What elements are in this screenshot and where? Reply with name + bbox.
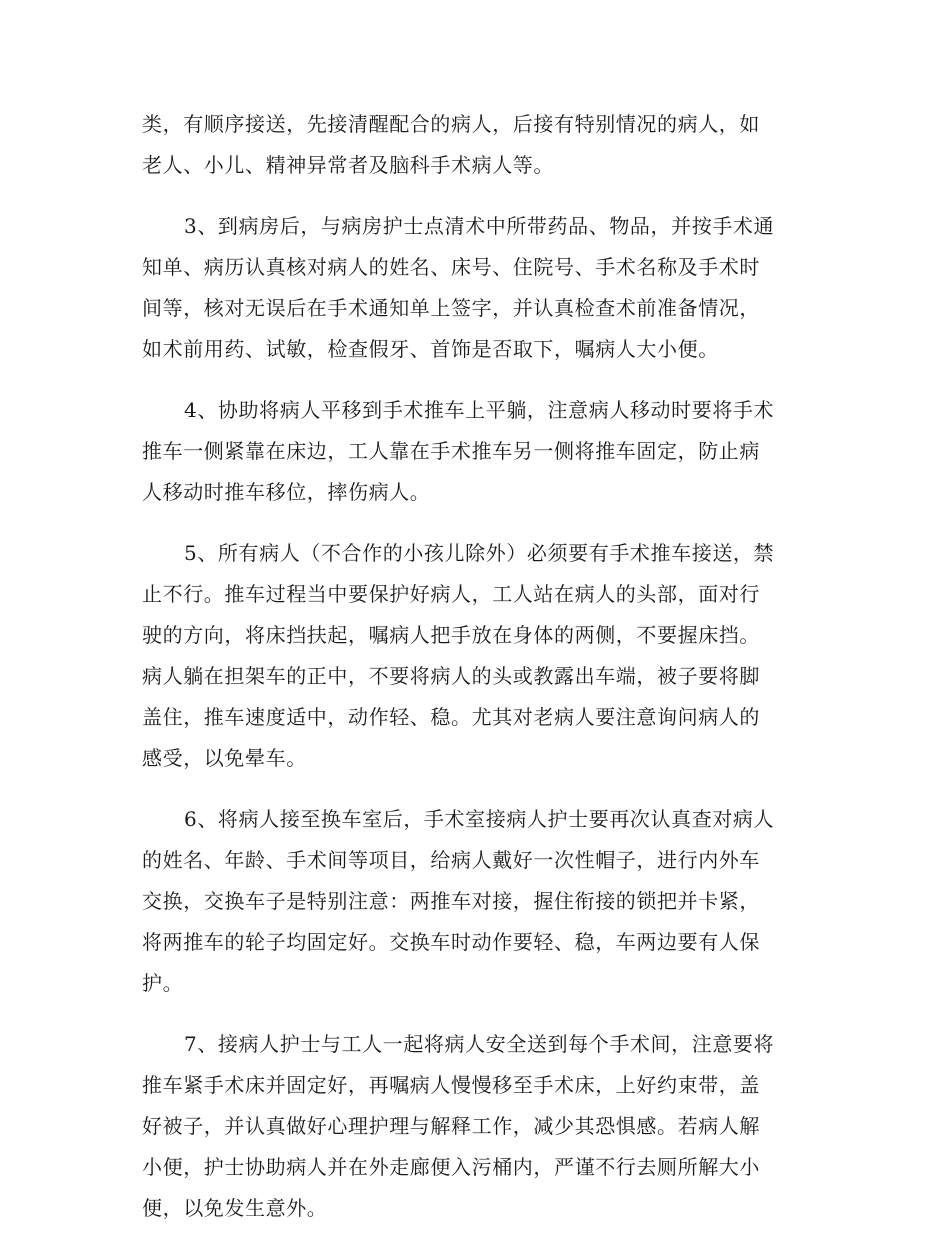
text-line: 5、所有病人（不合作的小孩儿除外）必须要有手术推车接送，禁 [184, 541, 775, 565]
text-line: 4、协助将病人平移到手术推车上平躺，注意病人移动时要将手术 [184, 398, 775, 422]
paragraph-item-6 [142, 799, 810, 1004]
text-line: 推车紧手术床并固定好，再嘱病人慢慢移至手术床，上好约束带，盖 [142, 1073, 760, 1097]
text-line: 盖住，推车速度适中，动作轻、稳。尤其对老病人要注意询问病人的 [142, 705, 760, 729]
text-line: 知单、病历认真核对病人的姓名、床号、住院号、手术名称及手术时 [142, 255, 760, 279]
text-line: 病人躺在担架车的正中，不要将病人的头或教露出车端，被子要将脚 [142, 664, 760, 688]
text-line: 交换，交换车子是特别注意：两推车对接，握住衔接的锁把并卡紧， [142, 889, 760, 913]
paragraph-item-4 [142, 390, 810, 513]
text-line: 的姓名、年龄、手术间等项目，给病人戴好一次性帽子，进行内外车 [142, 848, 760, 872]
text-line: 3、到病房后，与病房护士点清术中所带药品、物品，并按手术通 [184, 214, 775, 238]
text-line: 6、将病人接至换车室后，手术室接病人护士要再次认真查对病人 [184, 807, 775, 831]
text-line: 好被子，并认真做好心理护理与解释工作，减少其恐惧感。若病人解 [142, 1114, 760, 1138]
text-line: 感受，以免晕车。 [142, 746, 307, 770]
text-line: 将两推车的轮子均固定好。交换车时动作要轻、稳，车两边要有人保 [142, 930, 760, 954]
paragraph-item-7 [142, 1024, 810, 1229]
text-line: 7、接病人护士与工人一起将病人安全送到每个手术间，注意要将 [184, 1032, 775, 1056]
text-line: 护。 [142, 971, 184, 995]
text-line: 间等，核对无误后在手术通知单上签字，并认真检查术前准备情况， [142, 296, 760, 320]
text-line: 老人、小儿、精神异常者及脑科手术病人等。 [142, 153, 554, 177]
text-line: 人移动时推车移位，摔伤病人。 [142, 480, 431, 504]
text-line: 驶的方向，将床挡扶起，嘱病人把手放在身体的两侧，不要握床挡。 [142, 623, 760, 647]
text-line: 推车一侧紧靠在床边，工人靠在手术推车另一侧将推车固定，防止病 [142, 439, 760, 463]
text-line: 止不行。推车过程当中要保护好病人，工人站在病人的头部，面对行 [142, 582, 760, 606]
text-line: 如术前用药、试敏，检查假牙、首饰是否取下，嘱病人大小便。 [142, 337, 719, 361]
paragraph-continuation [142, 104, 810, 186]
text-line: 便，以免发生意外。 [142, 1196, 328, 1220]
paragraph-item-5 [142, 533, 810, 779]
text-line: 类，有顺序接送，先接清醒配合的病人，后接有特别情况的病人，如 [142, 112, 760, 136]
document-body [142, 104, 810, 1249]
text-line: 小便，护士协助病人并在外走廊便入污桶内，严谨不行去厕所解大小 [142, 1155, 760, 1179]
paragraph-item-3 [142, 206, 810, 370]
